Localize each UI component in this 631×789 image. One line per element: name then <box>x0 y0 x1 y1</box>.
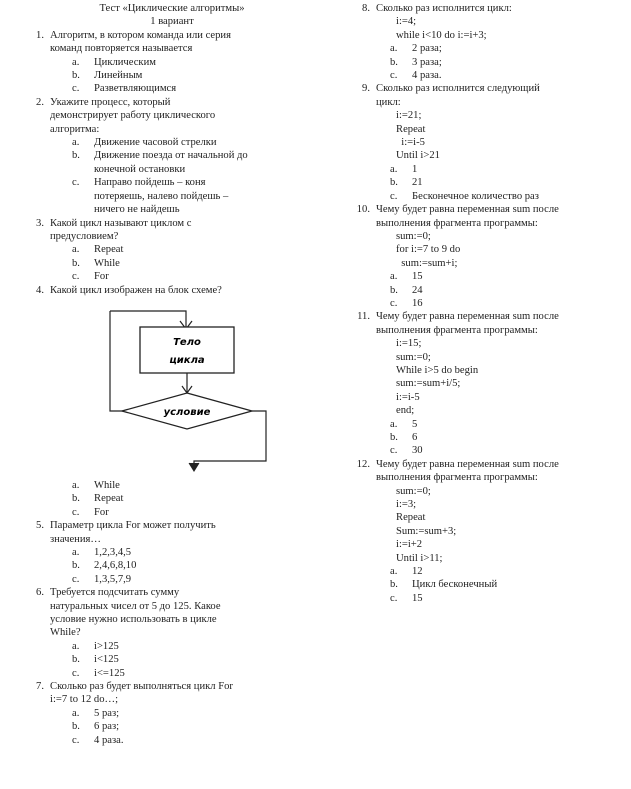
option-letter <box>72 190 94 203</box>
option-letter: c. <box>72 667 80 679</box>
answer-options <box>72 707 322 747</box>
right-column <box>348 2 623 605</box>
option-letter: c. <box>72 506 80 518</box>
code-line: i:=3; <box>396 499 417 511</box>
question-text <box>376 82 623 109</box>
flow-body-box <box>140 327 234 373</box>
question-q4 <box>22 284 322 520</box>
option-letter: c. <box>390 592 398 604</box>
code-line: i:=15; <box>396 338 422 350</box>
option-text: While <box>94 479 120 491</box>
option-letter: a. <box>72 640 80 652</box>
answer-option <box>72 492 322 505</box>
answer-options <box>72 640 322 680</box>
question-text-line: выполнения фрагмента программы: <box>376 472 538 484</box>
option-text: 15 <box>412 271 423 283</box>
option-text: Разветвляющимся <box>94 83 177 95</box>
question-text-line: Чему будет равна переменная sum после <box>376 458 559 470</box>
option-text: конечной остановки <box>94 163 186 175</box>
question-header <box>22 680 322 707</box>
code-block <box>396 15 623 42</box>
option-letter: b. <box>72 654 80 666</box>
question-text-line: Алгоритм, в котором команда или серия <box>50 29 231 41</box>
answer-option <box>72 243 322 256</box>
answer-option <box>390 270 623 283</box>
code-line: end; <box>396 405 415 417</box>
answer-option <box>72 69 322 82</box>
question-text-line: предусловием? <box>50 230 119 242</box>
option-text: 3 раза; <box>412 56 442 68</box>
answer-option <box>72 163 322 176</box>
answer-option <box>72 653 322 666</box>
option-text: 5 <box>412 418 418 430</box>
code-block <box>396 337 623 417</box>
option-letter: a. <box>390 163 398 175</box>
option-text: Линейным <box>94 70 143 82</box>
question-text-line: Сколько раз исполнится цикл: <box>376 3 512 14</box>
code-line: i:=i-5 <box>396 137 425 149</box>
question-header <box>22 519 322 546</box>
question-q2 <box>22 96 322 217</box>
option-text: 6 раз; <box>94 721 120 733</box>
option-text: Repeat <box>94 493 124 505</box>
option-text: 1,3,5,7,9 <box>94 573 132 585</box>
question-header <box>22 29 322 56</box>
option-text: 15 <box>412 592 423 604</box>
option-letter: b. <box>390 56 398 68</box>
code-line: while i<10 do i:=i+3; <box>396 29 487 41</box>
flowchart <box>22 303 322 473</box>
question-text <box>50 217 322 244</box>
option-letter: a. <box>72 244 80 256</box>
question-number: 1. <box>36 29 44 41</box>
option-text: 2,4,6,8,10 <box>94 560 137 572</box>
code-line: Repeat <box>396 512 426 524</box>
question-text <box>50 519 322 546</box>
option-text: 4 раза. <box>412 70 442 82</box>
option-text: i<125 <box>94 654 119 666</box>
option-text: 30 <box>412 445 423 457</box>
question-number: 11. <box>357 311 370 323</box>
answer-option <box>390 444 623 457</box>
question-header <box>348 310 623 337</box>
option-text: 12 <box>412 566 423 578</box>
option-text: 4 раза. <box>94 734 124 746</box>
question-q5 <box>22 519 322 586</box>
question-text-line: Сколько раз будет выполняться цикл For <box>50 681 233 693</box>
question-q8 <box>348 2 623 82</box>
question-header <box>348 82 623 109</box>
flow-body-text-1: Тело <box>173 336 201 348</box>
question-text-line: Сколько раз исполнится следующий <box>376 83 540 95</box>
answer-options <box>390 163 623 203</box>
answer-option <box>72 707 322 720</box>
question-text <box>376 203 623 230</box>
question-text-line: Требуется подсчитать сумму <box>50 587 180 599</box>
option-text: While <box>94 257 120 269</box>
question-q12 <box>348 458 623 605</box>
option-letter: b. <box>390 579 398 591</box>
code-line: While i>5 do begin <box>396 364 479 376</box>
option-letter: c. <box>72 177 80 189</box>
answer-option <box>72 479 322 492</box>
answer-option <box>72 190 322 203</box>
question-text-line: Чему будет равна переменная sum после <box>376 311 559 323</box>
answer-option <box>390 431 623 444</box>
option-letter: c. <box>72 83 80 95</box>
answer-options <box>390 418 623 458</box>
question-number: 3. <box>36 217 44 229</box>
answer-option <box>390 297 623 310</box>
question-number: 4. <box>36 284 44 296</box>
flow-condition-text: условие <box>163 406 211 418</box>
option-letter: b. <box>72 150 80 162</box>
question-header <box>22 96 322 136</box>
question-text-line: выполнения фрагмента программы: <box>376 217 538 229</box>
answer-option <box>390 418 623 431</box>
question-header <box>22 586 322 640</box>
option-letter: c. <box>72 734 80 746</box>
answer-option <box>72 82 322 95</box>
option-letter: a. <box>72 137 80 149</box>
code-line: sum:=sum+i/5; <box>396 378 461 390</box>
question-text-line: Какой цикл изображен на блок схеме? <box>50 284 222 296</box>
answer-option <box>72 203 322 216</box>
answer-option <box>72 257 322 270</box>
option-text: Циклическим <box>94 56 156 68</box>
option-text: ничего не найдешь <box>94 204 180 216</box>
code-line: i:=i+2 <box>396 539 423 551</box>
left-column <box>22 2 322 747</box>
question-text <box>50 680 322 707</box>
option-letter: a. <box>390 418 398 430</box>
question-q10 <box>348 203 623 310</box>
code-line: Sum:=sum+3; <box>396 525 457 537</box>
option-letter: a. <box>390 271 398 283</box>
right-questions <box>348 2 623 605</box>
option-text: 16 <box>412 297 423 309</box>
option-letter: a. <box>72 707 80 719</box>
option-letter: b. <box>72 560 80 572</box>
option-letter: c. <box>72 573 80 585</box>
flow-exit-arrow <box>189 463 199 471</box>
question-text-line: Какой цикл называют циклом с <box>50 217 192 229</box>
answer-option <box>390 578 623 591</box>
option-text: 1 <box>412 163 418 175</box>
question-text-line: значения… <box>50 533 101 545</box>
answer-option <box>72 56 322 69</box>
question-header <box>22 217 322 244</box>
question-text-line: While? <box>50 627 81 639</box>
question-text-line: Параметр цикла For может получить <box>50 520 216 532</box>
question-q9 <box>348 82 623 203</box>
answer-options <box>72 546 322 586</box>
question-header <box>22 284 322 297</box>
answer-option <box>390 42 623 55</box>
option-letter: b. <box>72 721 80 733</box>
option-text: 6 <box>412 432 418 443</box>
option-letter: b. <box>72 257 80 269</box>
answer-options <box>72 243 322 283</box>
option-letter: a. <box>390 43 398 55</box>
code-line: sum:=0; <box>396 230 431 242</box>
question-text <box>50 284 322 297</box>
option-text: потеряешь, налево пойдешь – <box>94 190 229 202</box>
question-number: 2. <box>36 96 44 108</box>
code-line: sum:=sum+i; <box>396 257 458 269</box>
question-text <box>376 2 623 15</box>
answer-options <box>72 56 322 96</box>
answer-options <box>390 42 623 82</box>
answer-option <box>72 559 322 572</box>
option-text: 21 <box>412 177 423 189</box>
question-q6 <box>22 586 322 680</box>
option-text: 2 раза; <box>412 43 442 55</box>
question-number: 8. <box>362 3 370 14</box>
question-q1 <box>22 29 322 96</box>
code-block <box>396 485 623 565</box>
option-letter: c. <box>390 297 398 309</box>
question-header <box>348 2 623 15</box>
answer-option <box>72 176 322 189</box>
flowchart-diagram <box>82 303 272 473</box>
answer-option <box>72 640 322 653</box>
question-text <box>50 586 322 640</box>
answer-option <box>390 56 623 69</box>
code-block <box>396 230 623 270</box>
question-text-line: цикл: <box>376 96 401 108</box>
answer-option <box>390 176 623 189</box>
option-text: For <box>94 506 109 518</box>
option-text: Движение часовой стрелки <box>94 137 217 149</box>
answer-option <box>390 163 623 176</box>
answer-option <box>72 734 322 747</box>
question-q3 <box>22 217 322 284</box>
option-letter: c. <box>390 70 398 82</box>
option-text: For <box>94 271 109 283</box>
answer-option <box>390 69 623 82</box>
option-letter: c. <box>72 271 80 283</box>
option-text: Движение поезда от начальной до <box>94 150 248 162</box>
answer-option <box>72 506 322 519</box>
option-letter: b. <box>390 432 398 443</box>
answer-option <box>390 592 623 605</box>
option-letter: a. <box>72 56 80 68</box>
option-text: i>125 <box>94 640 119 652</box>
answer-options <box>390 270 623 310</box>
question-text-line: Укажите процесс, который <box>50 96 171 108</box>
answer-option <box>72 149 322 162</box>
question-text-line: натуральных чисел от 5 до 125. Какое <box>50 600 221 612</box>
question-text <box>50 29 322 56</box>
question-text-line: условие нужно использовать в цикле <box>50 614 217 625</box>
code-line: sum:=0; <box>396 485 431 497</box>
answer-option <box>390 284 623 297</box>
option-letter: c. <box>390 190 398 202</box>
question-text-line: i:=7 to 12 do…; <box>50 694 119 706</box>
code-line: i:=21; <box>396 110 422 122</box>
answer-option <box>72 546 322 559</box>
answer-option <box>390 190 623 203</box>
answer-option <box>72 720 322 733</box>
code-line: for i:=7 to 9 do <box>396 244 461 256</box>
option-letter: a. <box>72 546 80 558</box>
option-text: 24 <box>412 284 423 296</box>
answer-options <box>390 565 623 605</box>
question-header <box>348 458 623 485</box>
question-text-line: алгоритма: <box>50 123 100 135</box>
answer-option <box>390 565 623 578</box>
question-header <box>348 203 623 230</box>
option-text: i<=125 <box>94 667 125 679</box>
answer-option <box>72 270 322 283</box>
test-title: Тест «Циклические алгоритмы» <box>99 3 245 14</box>
question-number: 7. <box>36 681 44 693</box>
option-letter: a. <box>72 479 80 491</box>
code-line: Until i>11; <box>396 552 443 564</box>
option-letter: a. <box>390 566 398 578</box>
question-q11 <box>348 310 623 457</box>
code-line: sum:=0; <box>396 351 431 363</box>
flow-entry-line <box>110 311 186 327</box>
answer-options <box>72 479 322 519</box>
left-questions <box>22 29 322 747</box>
question-text-line: Чему будет равна переменная sum после <box>376 204 559 216</box>
flow-body-text-2: цикла <box>169 354 205 366</box>
question-number: 10. <box>356 204 370 216</box>
answer-options <box>72 136 322 216</box>
variant-label: 1 вариант <box>150 16 194 28</box>
option-text: Бесконечное количество раз <box>412 190 539 202</box>
question-text <box>50 96 322 136</box>
question-text <box>376 310 623 337</box>
question-number: 6. <box>36 587 44 599</box>
option-text: Цикл бесконечный <box>412 579 498 591</box>
question-q7 <box>22 680 322 747</box>
question-number: 5. <box>36 520 44 532</box>
option-text: Направо пойдешь – коня <box>94 177 206 189</box>
option-letter: b. <box>72 70 80 82</box>
question-text-line: команд повторяется называется <box>50 43 193 55</box>
option-letter: b. <box>72 493 80 505</box>
option-letter: b. <box>390 177 398 189</box>
option-text: Repeat <box>94 244 124 256</box>
code-line: i:=i-5 <box>396 391 420 403</box>
code-line: Until i>21 <box>396 150 440 162</box>
answer-option <box>72 136 322 149</box>
code-block <box>396 109 623 163</box>
question-text <box>376 458 623 485</box>
option-letter: b. <box>390 284 398 296</box>
option-text: 1,2,3,4,5 <box>94 546 132 558</box>
option-letter <box>72 163 94 176</box>
code-line: Repeat <box>396 123 426 135</box>
question-text-line: демонстрирует работу циклического <box>50 110 216 122</box>
answer-option <box>72 573 322 586</box>
answer-option <box>72 667 322 680</box>
flow-loop-back-line <box>110 311 124 411</box>
code-line: i:=4; <box>396 16 417 28</box>
question-number: 9. <box>362 83 370 95</box>
question-number: 12. <box>356 458 370 470</box>
option-letter <box>72 203 94 216</box>
question-text-line: выполнения фрагмента программы: <box>376 324 538 336</box>
option-text: 5 раз; <box>94 707 120 719</box>
option-letter: c. <box>390 445 398 457</box>
